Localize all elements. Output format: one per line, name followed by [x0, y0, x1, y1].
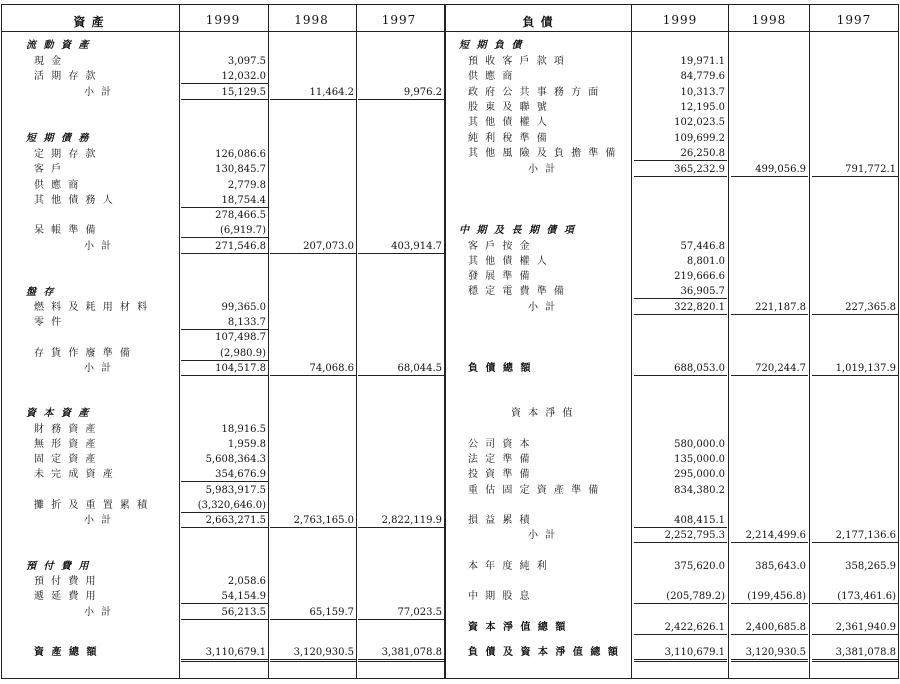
- liability-row-label: 其 他 債 權 人: [468, 256, 549, 267]
- grid-vline: [728, 4, 729, 679]
- amount-1999: 102,023.5: [674, 117, 725, 128]
- asset-row-label: 呆 帳 準 備: [34, 225, 98, 236]
- amount-1999: 8,801.0: [686, 256, 725, 267]
- grid-vline: [898, 4, 899, 679]
- header-liabilities-1998: 1998: [751, 13, 787, 27]
- header-assets-1997: 1997: [381, 13, 417, 27]
- grid-vline: [179, 4, 180, 679]
- amount-1997: 227,365.8: [812, 302, 898, 315]
- asset-row-label: 小 計: [84, 241, 114, 252]
- amount-1999: 3,110,679.1: [181, 647, 268, 662]
- liability-row-label: 法 定 準 備: [468, 454, 532, 465]
- amount-1999: 295,000.0: [674, 469, 725, 480]
- amount-1997: 2,361,940.9: [812, 622, 898, 635]
- amount-1999: 278,466.5: [215, 210, 266, 221]
- amount-1999: 219,666.6: [674, 271, 725, 282]
- amount-1999: 5,983,917.5: [205, 485, 266, 496]
- grid-vline: [1, 4, 2, 679]
- amount-1999: 2,058.6: [227, 576, 266, 587]
- asset-row-label: 預 付 費 用: [34, 576, 98, 587]
- header-assets: 資 產: [73, 15, 105, 29]
- grid-vline: [809, 4, 810, 679]
- amount-1999: 130,845.7: [215, 164, 266, 175]
- amount-1997: 77,023.5: [358, 607, 444, 620]
- asset-row-label: 短 期 債 務: [26, 133, 91, 144]
- amount-1999: 10,313.7: [680, 87, 725, 98]
- amount-1999: (2,980.9): [181, 348, 268, 361]
- amount-1998: 221,187.8: [731, 302, 808, 315]
- amount-1997: 2,822,119.9: [358, 515, 444, 528]
- grid-vline: [268, 4, 269, 679]
- amount-1997: 358,265.9: [845, 561, 896, 572]
- asset-row-label: 流 動 資 產: [26, 40, 91, 51]
- amount-1999: 365,232.9: [634, 164, 727, 177]
- amount-1999: 375,620.0: [674, 561, 725, 572]
- amount-1999: 688,053.0: [634, 363, 727, 376]
- amount-1999: 580,000.0: [674, 439, 725, 450]
- asset-row-label: 小 計: [84, 515, 114, 526]
- grid-hline: [1, 678, 899, 679]
- liability-row-label: 小 計: [528, 530, 558, 541]
- amount-1999: 54,154.9: [181, 591, 268, 604]
- liability-row-label: 股 東 及 聯 號: [468, 102, 549, 113]
- amount-1998: 3,120,930.5: [270, 647, 356, 662]
- asset-row-label: 財 務 資 產: [34, 424, 98, 435]
- asset-row-label: 存 貨 作 廢 準 備: [34, 348, 132, 359]
- liability-row-label: 純 利 稅 準 備: [468, 133, 549, 144]
- asset-row-label: 活 期 存 款: [34, 71, 98, 82]
- header-liabilities-1999: 1999: [662, 13, 698, 27]
- liability-row-label: 負 債 及 資 本 淨 值 總 額: [468, 647, 620, 658]
- asset-row-label: 小 計: [84, 87, 114, 98]
- amount-1999: 12,195.0: [680, 102, 725, 113]
- header-liabilities: 負 債: [522, 15, 554, 29]
- amount-1999: 322,820.1: [634, 302, 727, 315]
- liability-row-label: 重 估 固 定 資 產 準 備: [468, 485, 601, 496]
- amount-1999: 5,608,364.3: [205, 454, 266, 465]
- amount-1999: 2,422,626.1: [634, 622, 727, 635]
- amount-1999: 18,916.5: [221, 424, 266, 435]
- amount-1999: 99,365.0: [221, 302, 266, 313]
- asset-row-label: 攤 折 及 重 置 累 積: [34, 500, 150, 511]
- amount-1999: 408,415.1: [634, 515, 727, 528]
- asset-row-label: 燃 料 及 耗 用 材 料: [34, 302, 150, 313]
- asset-row-label: 供 應 商: [34, 180, 81, 191]
- amount-1998: 207,073.0: [270, 241, 356, 254]
- amount-1999: (6,919.7): [181, 225, 268, 238]
- asset-row-label: 盤 存: [26, 287, 56, 298]
- amount-1997: 3,381,078.8: [812, 647, 898, 662]
- amount-1999: 107,498.7: [215, 332, 266, 343]
- asset-row-label: 資 本 資 產: [26, 408, 91, 419]
- amount-1999: 2,663,271.5: [181, 515, 268, 528]
- liability-row-label: 供 應 商: [468, 71, 515, 82]
- asset-row-label: 現 金: [34, 56, 64, 67]
- amount-1998: 2,214,499.6: [731, 530, 808, 543]
- amount-1999: 354,676.9: [181, 469, 268, 482]
- amount-1999: 1,959.8: [227, 439, 266, 450]
- amount-1998: 385,643.0: [755, 561, 806, 572]
- amount-1998: 65,159.7: [270, 607, 356, 620]
- amount-1998: (199,456.8): [731, 591, 808, 604]
- liability-row-label: 其 他 風 險 及 負 擔 準 備: [468, 148, 618, 159]
- liability-row-label: 投 資 準 備: [468, 469, 532, 480]
- amount-1998: 499,056.9: [731, 164, 808, 177]
- asset-row-label: 零 件: [34, 317, 64, 328]
- asset-row-label: 小 計: [84, 607, 114, 618]
- liability-row-label: 資 本 淨 值 總 額: [468, 622, 568, 633]
- liability-row-label: 公 司 資 本: [468, 439, 532, 450]
- amount-1998: 2,400,685.8: [731, 622, 808, 635]
- grid-hline: [1, 31, 899, 32]
- liability-row-label: 中 期 股 息: [468, 591, 532, 602]
- liability-row-label: 政 府 公 共 事 務 方 面: [468, 87, 601, 98]
- amount-1999: 104,517.8: [181, 363, 268, 376]
- liability-row-label: 小 計: [528, 164, 558, 175]
- amount-1999: 18,754.4: [181, 195, 268, 208]
- liability-row-label: 小 計: [528, 302, 558, 313]
- amount-1997: 403,914.7: [358, 241, 444, 254]
- amount-1999: 126,086.6: [215, 149, 266, 160]
- asset-row-label: 客 戶: [34, 164, 64, 175]
- amount-1999: 19,971.1: [680, 56, 725, 67]
- amount-1999: 3,110,679.1: [634, 647, 727, 662]
- asset-row-label: 未 完 成 資 產: [34, 469, 115, 480]
- asset-row-label: 預 付 費 用: [26, 561, 91, 572]
- amount-1997: 68,044.5: [358, 363, 444, 376]
- liability-row-label: 發 展 準 備: [468, 271, 532, 282]
- liability-row-label: 資 本 淨 值: [511, 408, 575, 419]
- amount-1997: (173,461.6): [812, 591, 898, 604]
- amount-1999: 8,133.7: [181, 317, 268, 330]
- amount-1999: 26,250.8: [634, 148, 727, 161]
- asset-row-label: 遞 延 費 用: [34, 591, 98, 602]
- amount-1998: 11,464.2: [270, 87, 356, 100]
- liability-row-label: 客 戶 按 金: [468, 241, 532, 252]
- liability-row-label: 短 期 負 債: [459, 40, 524, 51]
- amount-1999: 2,252,795.3: [634, 530, 727, 543]
- amount-1999: (3,320,646.0): [181, 500, 268, 513]
- liability-row-label: 其 他 債 權 人: [468, 117, 549, 128]
- header-assets-1999: 1999: [205, 13, 241, 27]
- amount-1999: (205,789.2): [634, 591, 727, 604]
- asset-row-label: 固 定 資 產: [34, 454, 98, 465]
- asset-row-label: 小 計: [84, 363, 114, 374]
- liability-row-label: 預 收 客 戶 款 項: [468, 56, 566, 67]
- asset-row-label: 其 他 債 務 人: [34, 195, 115, 206]
- liability-row-label: 損 益 累 積: [468, 515, 532, 526]
- amount-1997: 9,976.2: [358, 87, 444, 100]
- amount-1999: 56,213.5: [181, 607, 268, 620]
- amount-1999: 109,699.2: [674, 133, 725, 144]
- asset-row-label: 定 期 存 款: [34, 149, 98, 160]
- amount-1997: 791,772.1: [812, 164, 898, 177]
- amount-1999: 3,097.5: [227, 56, 266, 67]
- amount-1999: 271,546.8: [181, 241, 268, 254]
- amount-1999: 834,380.2: [674, 485, 725, 496]
- amount-1999: 15,129.5: [181, 87, 268, 100]
- header-liabilities-1997: 1997: [836, 13, 872, 27]
- amount-1999: 12,032.0: [181, 71, 268, 84]
- grid-vline: [356, 4, 357, 679]
- liability-row-label: 本 年 度 純 利: [468, 561, 549, 572]
- amount-1998: 3,120,930.5: [731, 647, 808, 662]
- grid-vline: [631, 4, 632, 679]
- amount-1999: 2,779.8: [227, 180, 266, 191]
- liability-row-label: 負 債 總 額: [468, 363, 533, 374]
- grid-hline: [1, 4, 899, 5]
- amount-1999: 84,779.6: [680, 71, 725, 82]
- amount-1997: 3,381,078.8: [358, 647, 444, 662]
- asset-row-label: 無 形 資 產: [34, 439, 98, 450]
- amount-1998: 720,244.7: [731, 363, 808, 376]
- asset-row-label: 資 產 總 額: [34, 647, 99, 658]
- grid-vline: [444, 4, 446, 679]
- amount-1997: 2,177,136.6: [812, 530, 898, 543]
- liability-row-label: 穩 定 電 費 準 備: [468, 286, 566, 297]
- amount-1999: 57,446.8: [680, 241, 725, 252]
- liability-row-label: 中 期 及 長 期 債 項: [459, 225, 576, 236]
- amount-1998: 2,763,165.0: [270, 515, 356, 528]
- amount-1999: 36,905.7: [634, 286, 727, 299]
- amount-1999: 135,000.0: [674, 454, 725, 465]
- header-assets-1998: 1998: [294, 13, 329, 27]
- amount-1997: 1,019,137.9: [812, 363, 898, 376]
- amount-1998: 74,068.6: [270, 363, 356, 376]
